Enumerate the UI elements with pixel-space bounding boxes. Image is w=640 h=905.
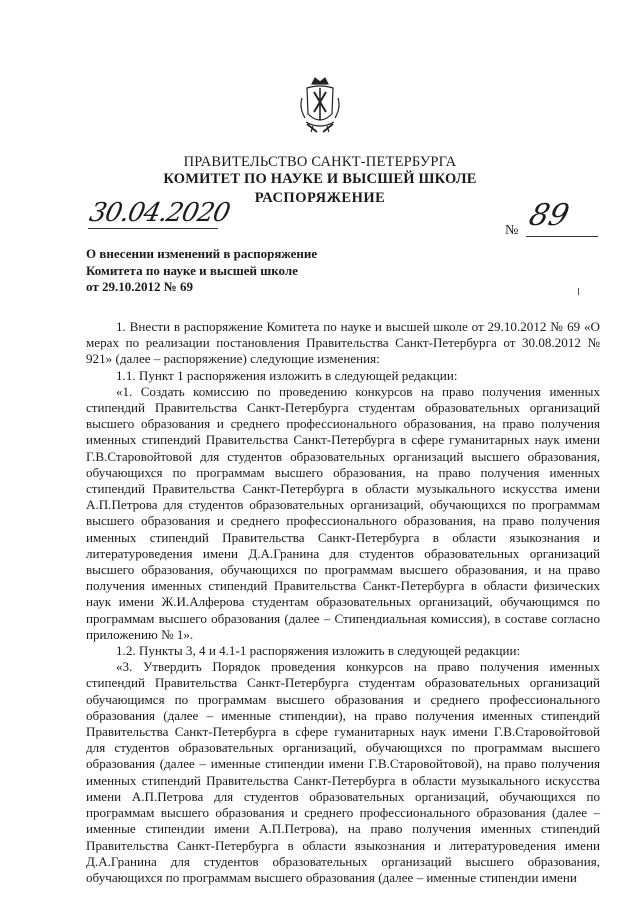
date-underline bbox=[88, 228, 218, 229]
number-underline bbox=[526, 236, 598, 237]
subject-line: О внесении изменений в распоряжение bbox=[86, 246, 318, 261]
st-petersburg-emblem-icon bbox=[299, 74, 341, 134]
handwritten-date: 30.04.2020 bbox=[86, 198, 233, 228]
subject-line: Комитета по науке и высшей школе bbox=[86, 262, 298, 278]
margin-mark bbox=[578, 288, 579, 295]
body-paragraph: 1.2. Пункты 3, 4 и 4.1-1 распоряжения изложить в следующей редакции: bbox=[116, 643, 521, 659]
document-body bbox=[86, 319, 600, 886]
handwritten-number: 89 bbox=[525, 198, 573, 233]
body-paragraph: «3. Утвердить Порядок проведения конкурсов на право получения именных стипендий Правительства Санкт-Петербурга студентам образовательных организаций обучающимся по программам высшего образования и среднего профессионального образования (далее – именные стипендии), на право получения именных стипендий Правительства Санкт-Петербурга в сфере гуманитарных наук имени Г.В.Старовойтовой для студентов образовательных организаций, обучающихся по программам высшего образования (далее – именные стипендии имени Г.В.Старовойтовой), на право получения именных стипендий Правительства Санкт-Петербурга в области музыкального искусства имени А.П.Петрова для студентов образовательных организаций, обучающихся по программам высшего образования и среднего профессионального образования (далее – именные стипендии имени А.П.Петрова), на право получения именных стипендий Правительства Санкт-Петербурга в области языкознания и литературоведения имени Д.А.Гранина для студентов образовательных организаций высшего образования, обучающихся по программам высшего образования (далее – именные стипендии имени bbox=[86, 659, 600, 885]
document-subject bbox=[86, 246, 317, 296]
government-title: ПРАВИТЕЛЬСТВО САНКТ-ПЕТЕРБУРГА bbox=[183, 154, 457, 170]
body-paragraph: «1. Создать комиссию по проведению конкурсов на право получения именных стипендий Правительства Санкт-Петербурга студентам образовательных организаций высшего образования и среднего профессионального образования, на право получения именных стипендий Правительства Санкт-Петербурга в сфере гуманитарных наук имени Г.В.Старовойтовой для студентов образовательных организаций высшего образования, обучающихся по программам высшего образования, на право получения именных стипендий Правительства Санкт-Петербурга в области музыкального искусства имени А.П.Петрова для студентов образовательных организаций, обучающихся по программам высшего образования и среднего профессионального образования, на право получения именных стипендий Правительства Санкт-Петербурга в области языкознания и литературоведения имени Д.А.Гранина для студентов образовательных организаций высшего образования, обучающихся по программам высшего образования, и на право получения именных стипендий Правительства Санкт-Петербурга в области физических наук имени Ж.И.Алферова студентам образовательных организаций, обучающимся по программам высшего образования (далее – Стипендиальная комиссия), в составе согласно приложению № 1». bbox=[86, 383, 600, 642]
committee-title: КОМИТЕТ ПО НАУКЕ И ВЫСШЕЙ ШКОЛЕ bbox=[163, 171, 477, 187]
body-paragraph: 1.1. Пункт 1 распоряжения изложить в следующей редакции: bbox=[116, 367, 458, 383]
subject-line: от 29.10.2012 № 69 bbox=[86, 279, 194, 294]
body-paragraph: 1. Внести в распоряжение Комитета по науке и высшей школе от 29.10.2012 № 69 «О мерах по реализации постановления Правительства Санкт-Петербурга от 30.08.2012 № 921» (далее – распоряжение) следующие изменения: bbox=[86, 319, 600, 367]
number-sign: № bbox=[505, 223, 519, 238]
document-type: РАСПОРЯЖЕНИЕ bbox=[254, 190, 386, 206]
